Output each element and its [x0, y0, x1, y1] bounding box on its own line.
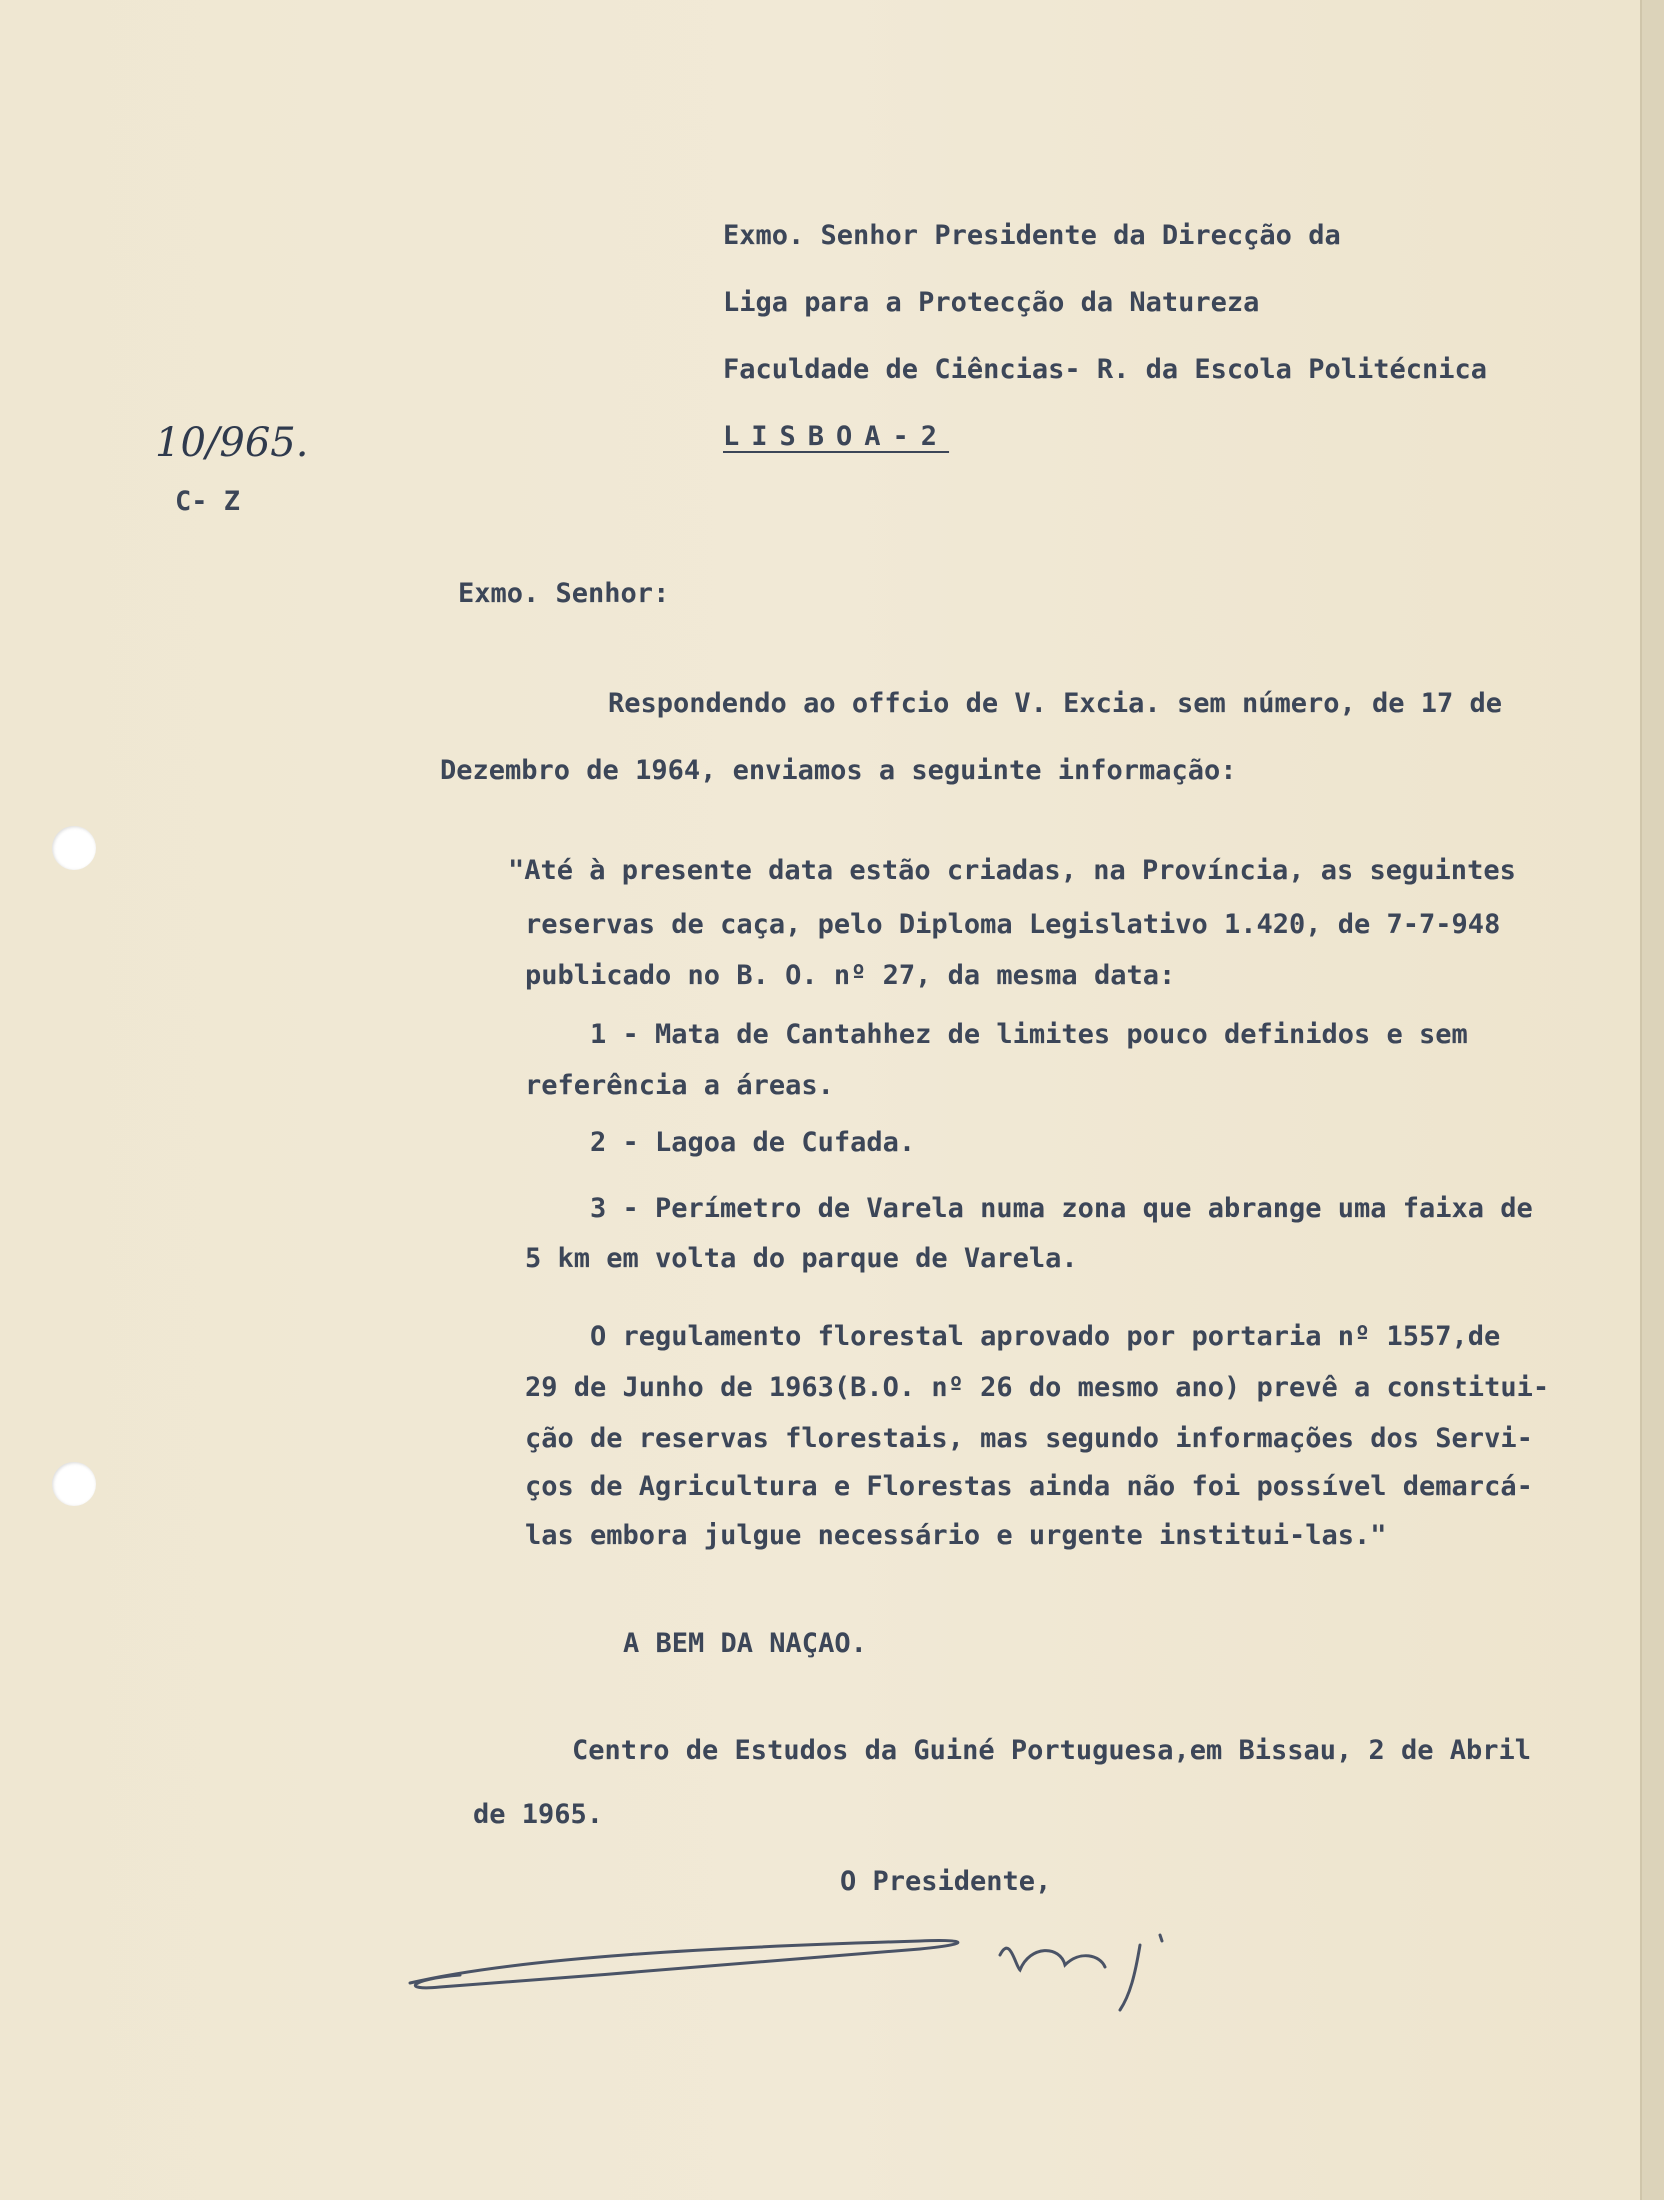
item-3-line-2: 5 km em volta do parque de Varela. — [525, 1243, 1078, 1274]
quote-line-2: reservas de caça, pelo Diploma Legislativo 1.420, de 7-7-948 — [525, 909, 1501, 940]
item-3-line-1: 3 - Perímetro de Varela numa zona que abrange uma faixa de — [590, 1193, 1533, 1224]
address-line-1: Exmo. Senhor Presidente da Direcção da — [723, 220, 1341, 251]
reference-number: 10/965. — [155, 420, 309, 466]
signature-scribble — [400, 1895, 1300, 2015]
item-1-line-1: 1 - Mata de Cantahhez de limites pouco definidos e sem — [590, 1019, 1468, 1050]
paragraph-line-1: O regulamento florestal aprovado por portaria nº 1557,de — [590, 1321, 1501, 1352]
place-date-line-2: de 1965. — [473, 1799, 604, 1830]
punch-hole-top — [52, 826, 96, 870]
address-line-2: Liga para a Protecção da Natureza — [723, 287, 1260, 318]
signatory-title: O Presidente, — [840, 1866, 1052, 1897]
paragraph-line-5: las embora julgue necessário e urgente institui-las." — [525, 1520, 1387, 1551]
punch-hole-bottom — [52, 1462, 96, 1506]
intro-line-1: Respondendo ao offcio de V. Excia. sem número, de 17 de — [608, 688, 1503, 719]
item-2: 2 - Lagoa de Cufada. — [590, 1127, 916, 1158]
reference-code: C- Z — [175, 486, 241, 517]
paragraph-line-2: 29 de Junho de 1963(B.O. nº 26 do mesmo ano) prevê a constitui- — [525, 1372, 1550, 1403]
paper-edge — [1640, 0, 1664, 2200]
place-date-line-1: Centro de Estudos da Guiné Portuguesa,em Bissau, 2 de Abril — [572, 1735, 1532, 1766]
item-1-line-2: referência a áreas. — [525, 1070, 834, 1101]
address-line-3: Faculdade de Ciências- R. da Escola Politécnica — [723, 354, 1488, 385]
closing-motto: A BEM DA NAÇAO. — [623, 1628, 867, 1659]
salutation: Exmo. Senhor: — [458, 578, 670, 609]
paragraph-line-4: ços de Agricultura e Florestas ainda não foi possível demarcá- — [525, 1471, 1533, 1502]
quote-line-3: publicado no B. O. nº 27, da mesma data: — [525, 960, 1176, 991]
paragraph-line-3: ção de reservas florestais, mas segundo informações dos Servi- — [525, 1423, 1533, 1454]
quote-line-1: "Até à presente data estão criadas, na Província, as seguintes — [508, 855, 1516, 886]
intro-line-2: Dezembro de 1964, enviamos a seguinte informação: — [440, 755, 1237, 786]
address-city: LISBOA-2 — [723, 421, 950, 452]
